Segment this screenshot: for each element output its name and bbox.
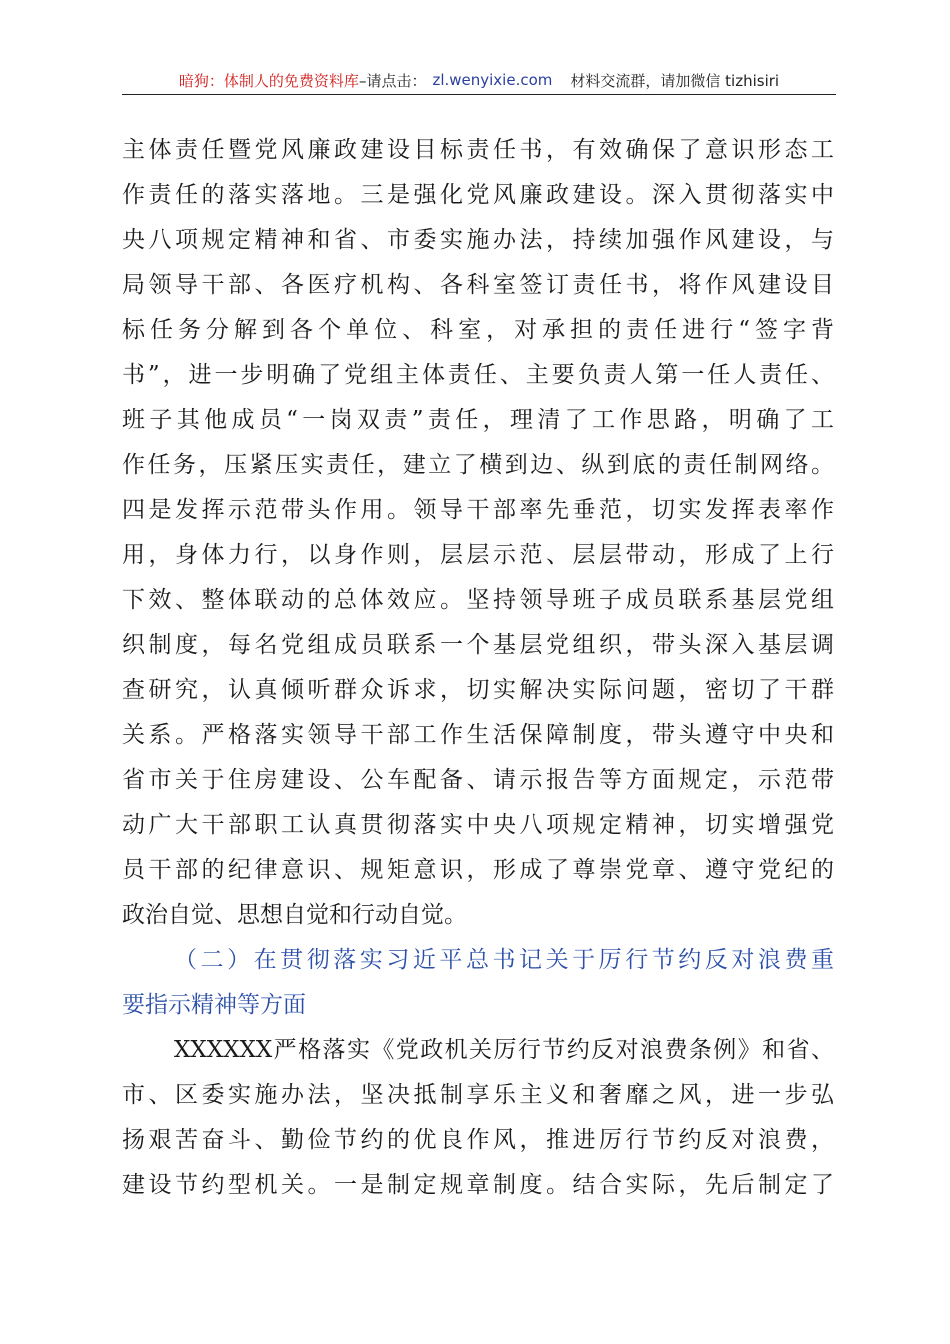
text-line: 作任务，压紧压实责任，建立了横到边、纵到底的责任制网络。 [122, 452, 834, 478]
text-line: 央八项规定精神和省、市委实施办法，持续加强作风建设，与 [122, 227, 834, 253]
text-line: 省市关于住房建设、公车配备、请示报告等方面规定，示范带 [122, 767, 834, 793]
text-line: 市、区委实施办法，坚决抵制享乐主义和奢靡之风，进一步弘 [122, 1082, 834, 1108]
section-heading: （二）在贯彻落实习近平总书记关于厉行节约反对浪费重 [174, 947, 834, 973]
text-line: 政治自觉、思想自觉和行动自觉。 [122, 902, 467, 928]
text-line: 建设节约型机关。一是制定规章制度。结合实际，先后制定了 [122, 1172, 834, 1198]
header-url-link[interactable]: zl.wenyixie.com [432, 71, 553, 89]
header-contact: 材料交流群，请加微信 tizhisiri [570, 71, 780, 90]
text-line: 下效、整体联动的总体效应。坚持领导班子成员联系基层党组 [122, 587, 834, 613]
text-line: 关系。严格落实领导干部工作生活保障制度，带头遵守中央和 [122, 722, 834, 748]
text-line: 动广大干部职工认真贯彻落实中央八项规定精神，切实增强党 [122, 812, 834, 838]
section-heading-continued: 要指示精神等方面 [122, 992, 306, 1018]
text-line: 织制度，每名党组成员联系一个基层党组织，带头深入基层调 [122, 632, 834, 658]
text-line: 作责任的落实落地。三是强化党风廉政建设。深入贯彻落实中 [122, 182, 834, 208]
header-site-name: 暗狗：体制人的免费资料库 [178, 71, 359, 90]
text-line: 员干部的纪律意识、规矩意识，形成了尊崇党章、遵守党纪的 [122, 857, 834, 883]
page-header [122, 66, 836, 95]
document-body [122, 128, 834, 1208]
text-line: 标任务分解到各个单位、科室，对承担的责任进行“签字背 [122, 317, 834, 343]
header-click-prompt: –请点击： [358, 71, 427, 90]
text-line: 书”，进一步明确了党组主体责任、主要负责人第一任人责任、 [122, 362, 834, 388]
text-line: 局领导干部、各医疗机构、各科室签订责任书，将作风建设目 [122, 272, 834, 298]
text-line: 四是发挥示范带头作用。领导干部率先垂范，切实发挥表率作 [122, 497, 834, 523]
text-line: 扬艰苦奋斗、勤俭节约的优良作风，推进厉行节约反对浪费， [122, 1127, 834, 1153]
text-line: 主体责任暨党风廉政建设目标责任书，有效确保了意识形态工 [122, 137, 834, 163]
text-line: 用，身体力行，以身作则，层层示范、层层带动，形成了上行 [122, 542, 834, 568]
paragraph-first-line: XXXXXX严格落实《党政机关厉行节约反对浪费条例》和省、 [174, 1037, 834, 1063]
text-line: 查研究，认真倾听群众诉求，切实解决实际问题，密切了干群 [122, 677, 834, 703]
text-line: 班子其他成员“一岗双责”责任，理清了工作思路，明确了工 [122, 407, 834, 433]
